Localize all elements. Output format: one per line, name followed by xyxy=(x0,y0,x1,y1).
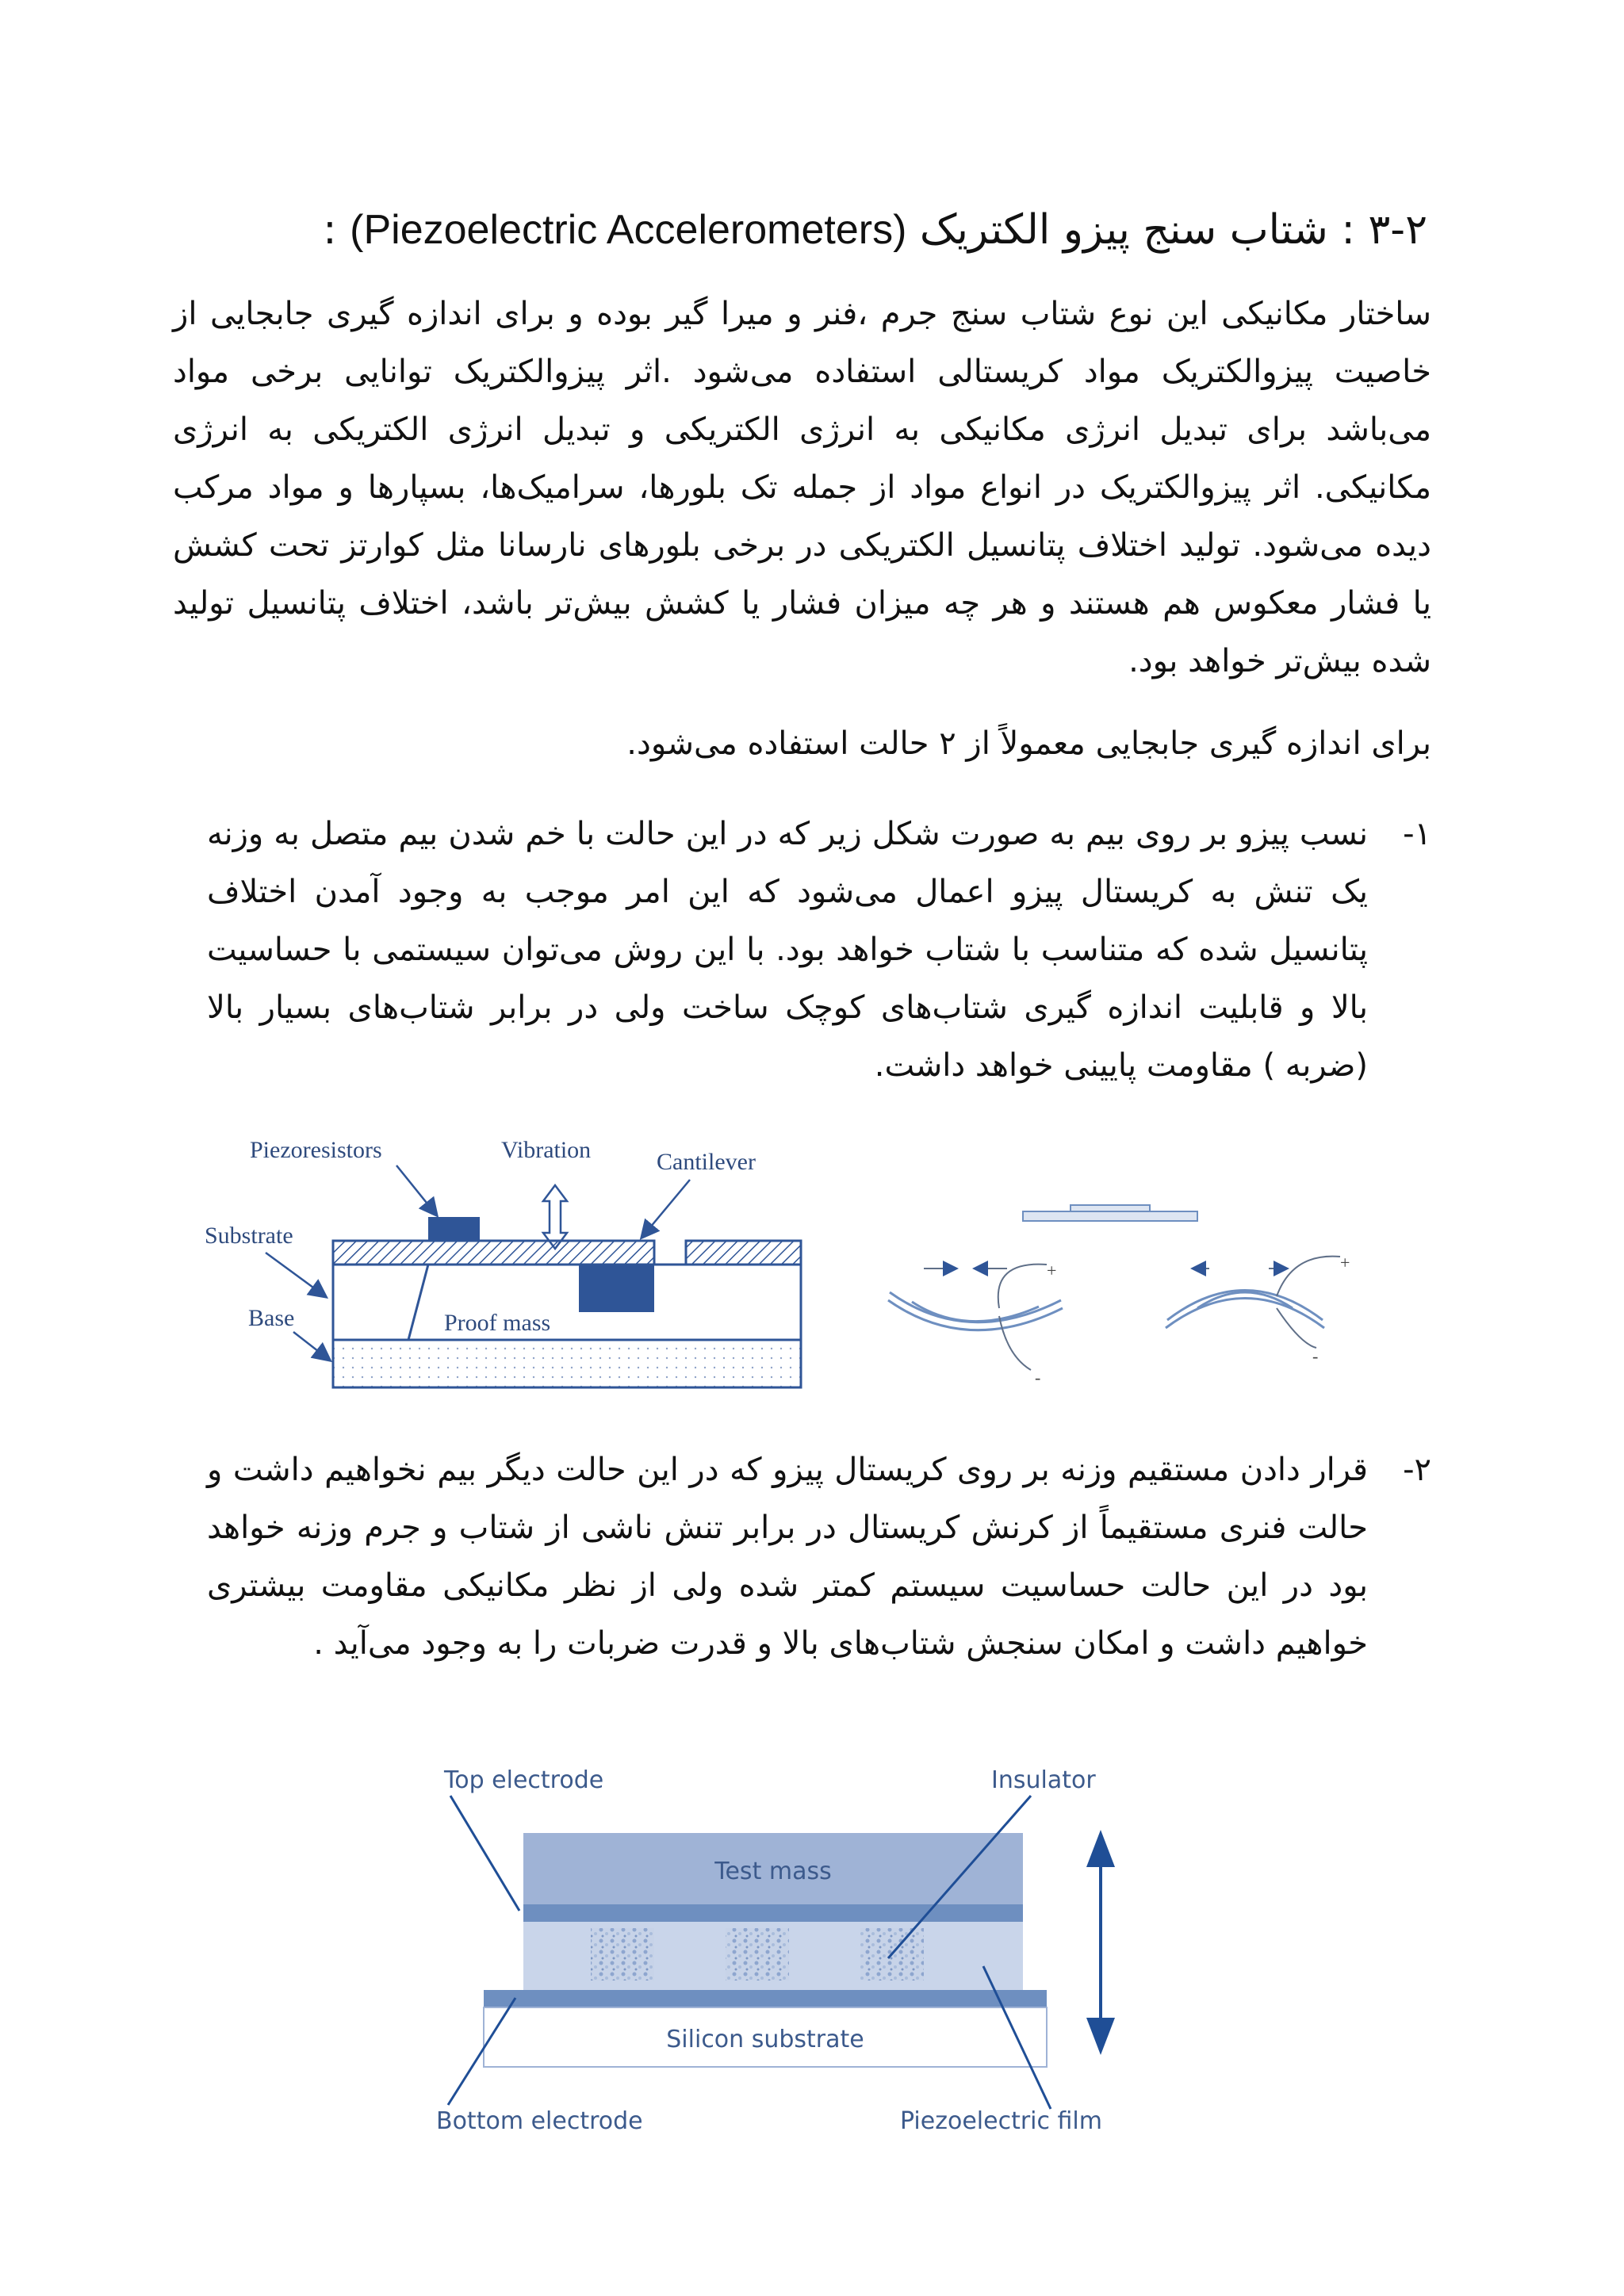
label-piezoelectric-film: Piezoelectric film xyxy=(900,2107,1102,2135)
list-item-number: ۱- xyxy=(1403,816,1431,852)
label-bottom-electrode: Bottom electrode xyxy=(436,2107,643,2135)
plus-sign-right: + xyxy=(1340,1253,1350,1272)
bent-beam-tension xyxy=(1166,1291,1324,1329)
piezo-grain-2 xyxy=(726,1928,789,1980)
top-electrode-layer xyxy=(523,1904,1023,1922)
heading-en-title: (Piezoelectric Accelerometers) xyxy=(350,207,907,253)
heading-fa-title: شتاب سنج پیزو الکتریک xyxy=(919,206,1328,254)
substrate-body xyxy=(333,1265,801,1340)
label-substrate: Substrate xyxy=(205,1223,293,1249)
methods-intro-paragraph: برای اندازه گیری جابجایی معمولاً از ۲ حالت استفاده می‌شود. xyxy=(626,725,1431,762)
heading-trailing-colon: : xyxy=(323,206,337,254)
list-item-2 xyxy=(173,1441,1431,1735)
label-vibration: Vibration xyxy=(501,1137,592,1163)
vibration-double-arrow-icon xyxy=(1086,1830,1115,2055)
list-item-text: نسب پیزو بر روی بیم به صورت شکل زیر که در این حالت با خم شدن بیم متصل به وزنه یک تنش به کریستال پیزو اعمال می‌شود که این امر موجب به وجود آمدن اختلاف پتانسیل شده که متناسب با شتاب خواهد بود. با این روش می‌توان سیستمی با حساسیت بالا و قابلیت اندازه گیری شتاب‌های کوچک ساخت ولی در برابر شتاب‌های بسیار بالا (ضربه ) مقاومت پایینی خواهد داشت. xyxy=(207,816,1368,1084)
label-silicon-substrate: Silicon substrate xyxy=(666,2026,864,2053)
proof-mass xyxy=(579,1265,654,1312)
label-test-mass: Test mass xyxy=(714,1858,832,1885)
piezoelectric-film-figure xyxy=(420,1760,1134,2141)
intro-paragraph: ساختار مکانیکی این نوع شتاب سنج جرم ،فنر و میرا گیر بوده و برای اندازه گیری جابجایی از خاصیت پیزوالکتریک مواد کریستالی استفاده می‌شود .اثر پیزوالکتریک توانایی برخی مواد می‌باشد برای تبدیل انرژی مکانیکی به انرژی الکتریکی و تبدیل انرژی الکتریکی به انرژی مکانیکی. اثر پیزوالکتریک در انواع مواد از جمله تک بلورها، سرامیک‌ها، بسپارها و مواد مرکب دیده می‌شود. تولید اختلاف پتانسیل الکتریکی در برخی بلورهای نارسانا مثل کوارتز تحت کشش یا فشار معکوس هم هستند و هر چه میزان فشار یا کشش بیش‌تر باشد، اختلاف پتانسیل تولید شده بیش‌تر خواهد بود. xyxy=(173,296,1431,679)
list-item-number: ۲- xyxy=(1403,1452,1431,1488)
plus-sign-left: + xyxy=(1047,1261,1057,1280)
list-item-1 xyxy=(173,806,1431,1099)
list-item-text: قرار دادن مستقیم وزنه بر روی کریستال پیزو که در این حالت دیگر بیم نخواهیم داشت و حالت فنری مستقیماً از کرنش کریستال در برابر تنش ناشی از شتاب و جرم وزنه خواهد بود در این حالت حساسیت سیستم کمتر شده ولی از نظر مکانیکی مقاومت بیشتری خواهیم داشت و امکان سنجش شتاب‌های بالا و قدرت ضربات را به وجود می‌آید . xyxy=(207,1452,1368,1662)
section-number: ۳-۲ : xyxy=(1341,206,1427,254)
label-proof-mass: Proof mass xyxy=(444,1310,551,1336)
base-block xyxy=(333,1340,801,1387)
cantilever-accelerometer-figure xyxy=(198,1118,1372,1403)
label-insulator: Insulator xyxy=(991,1766,1096,1794)
flat-beam-piezo xyxy=(1071,1205,1150,1211)
flat-beam xyxy=(1023,1211,1197,1221)
minus-sign-left: - xyxy=(1035,1368,1041,1387)
bent-beam-compression xyxy=(888,1292,1063,1330)
cantilever-beam xyxy=(333,1241,654,1265)
piezoresistor xyxy=(428,1217,480,1241)
bottom-electrode-layer xyxy=(484,1990,1047,2007)
label-cantilever: Cantilever xyxy=(657,1149,756,1175)
label-top-electrode: Top electrode xyxy=(444,1766,604,1794)
label-piezoresistors: Piezoresistors xyxy=(250,1137,382,1163)
section-heading xyxy=(222,190,1427,270)
substrate-top-right xyxy=(686,1241,801,1265)
vibration-arrow-icon xyxy=(543,1185,567,1249)
label-base: Base xyxy=(248,1305,295,1331)
piezo-grain-1 xyxy=(591,1928,654,1980)
minus-sign-right: - xyxy=(1312,1346,1319,1366)
